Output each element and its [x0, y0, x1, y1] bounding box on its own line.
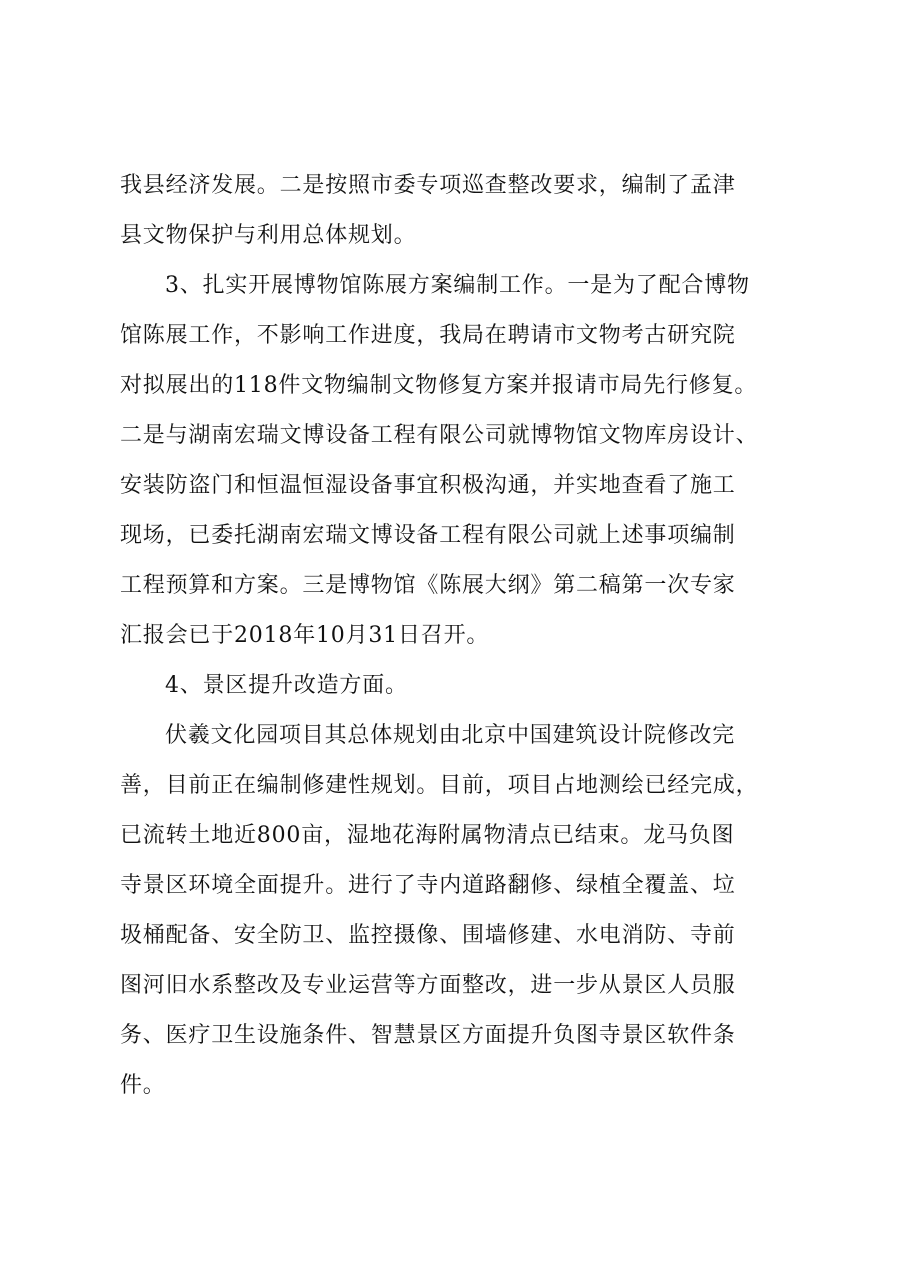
text-line: 圾桶配备、安全防卫、监控摄像、围墙修建、水电消防、寺前 [120, 923, 736, 948]
text-line: 4、景区提升改造方面。 [165, 673, 408, 698]
text-line: 务、医疗卫生设施条件、智慧景区方面提升负图寺景区软件条 [120, 1023, 736, 1048]
text-line: 二是与湖南宏瑞文博设备工程有限公司就博物馆文物库房设计、 [120, 423, 759, 448]
text-line: 图河旧水系整改及专业运营等方面整改，进一步从景区人员服 [120, 973, 736, 998]
text-line: 3、扎实开展博物馆陈展方案编制工作。一是为了配合博物 [165, 273, 750, 298]
text-line: 汇报会已于2018年10月31日召开。 [120, 623, 490, 648]
text-line: 工程预算和方案。三是博物馆《陈展大纲》第二稿第一次专家 [120, 573, 736, 598]
text-line: 馆陈展工作，不影响工作进度，我局在聘请市文物考古研究院 [120, 323, 736, 348]
text-line: 安装防盗门和恒温恒湿设备事宜积极沟通，并实地查看了施工 [120, 473, 736, 498]
text-line: 现场，已委托湖南宏瑞文博设备工程有限公司就上述事项编制 [120, 523, 736, 548]
text-line: 对拟展出的118件文物编制文物修复方案并报请市局先行修复。 [120, 373, 758, 398]
text-line: 寺景区环境全面提升。进行了寺内道路翻修、绿植全覆盖、垃 [120, 873, 736, 898]
text-line: 伏羲文化园项目其总体规划由北京中国建筑设计院修改完 [165, 723, 736, 748]
text-line: 县文物保护与利用总体规划。 [120, 223, 417, 248]
text-line: 已流转土地近800亩，湿地花海附属物清点已结束。龙马负图 [120, 823, 735, 848]
text-line: 善，目前正在编制修建性规划。目前，项目占地测绘已经完成， [120, 773, 759, 798]
text-line: 我县经济发展。二是按照市委专项巡查整改要求，编制了孟津 [120, 173, 736, 198]
text-line: 件。 [120, 1073, 166, 1098]
